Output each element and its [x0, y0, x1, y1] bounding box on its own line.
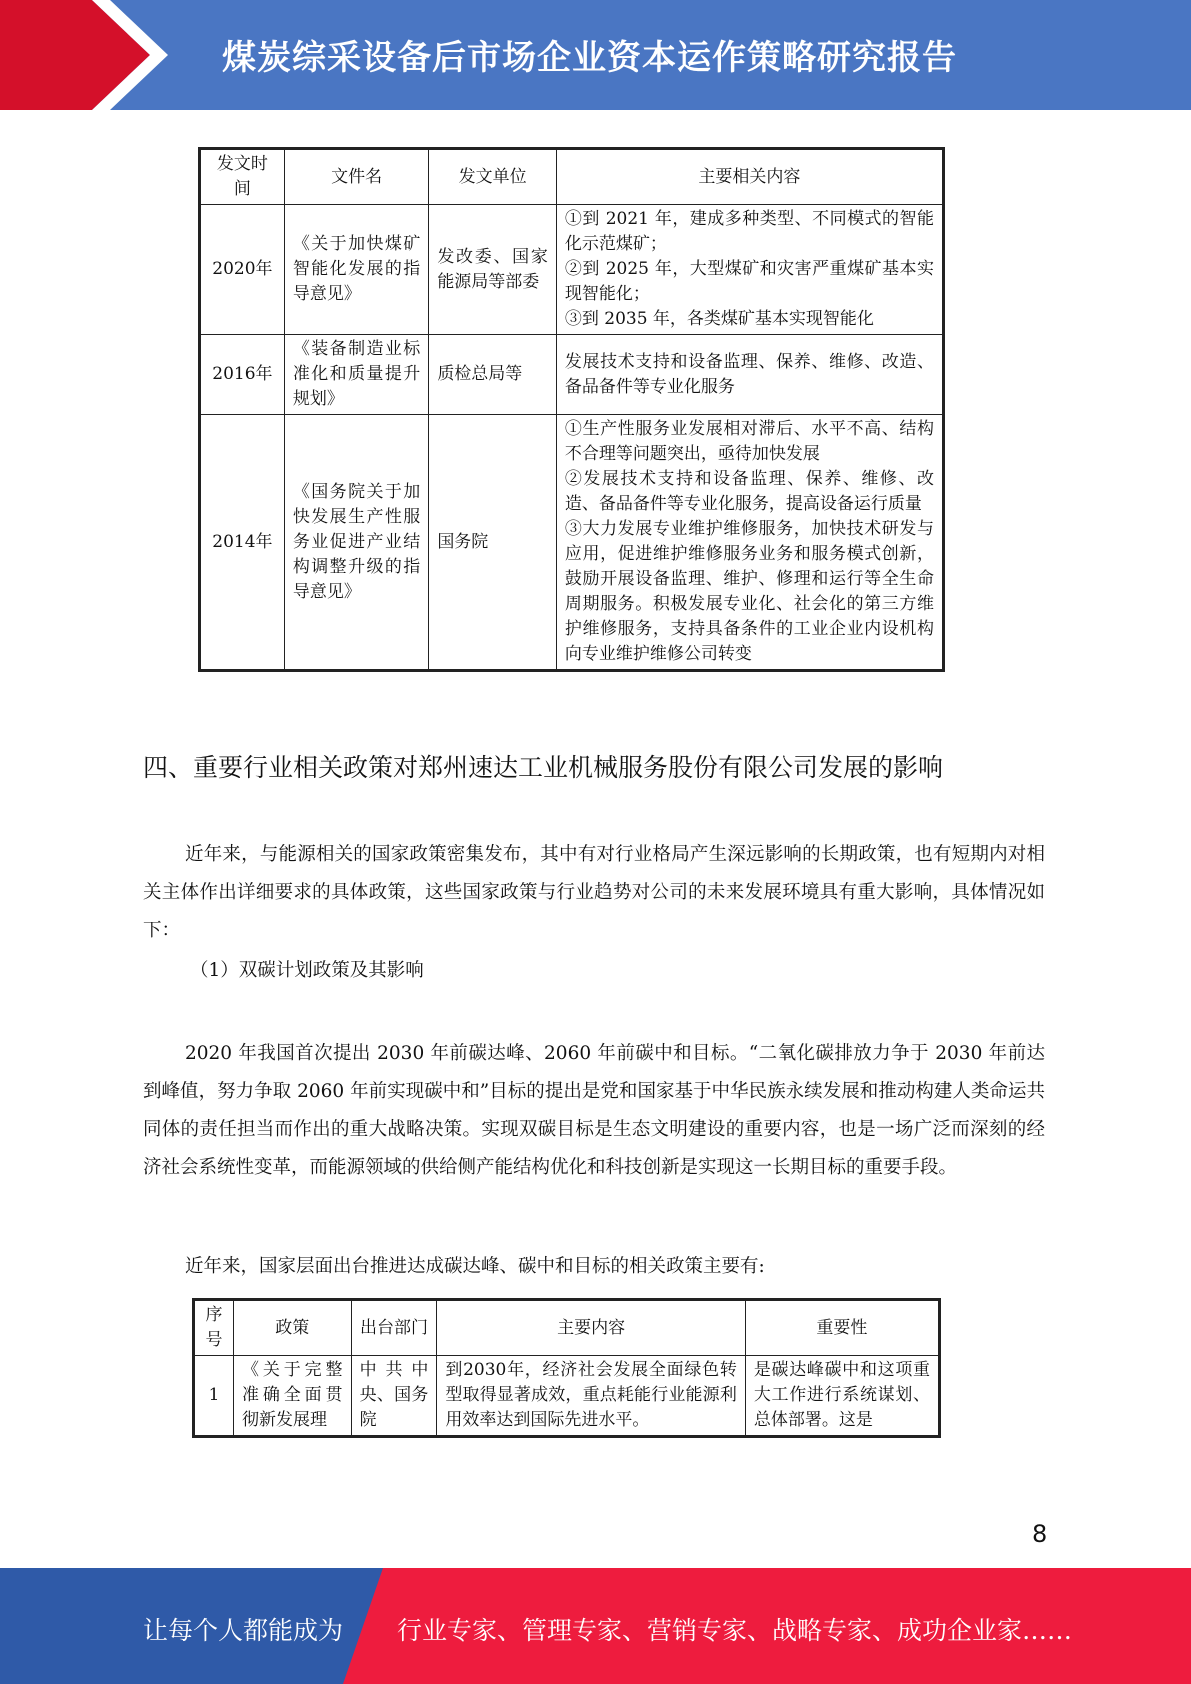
- header-policy: 政策: [233, 1300, 351, 1356]
- content-line: ②到 2025 年，大型煤矿和灾害严重煤矿基本实现智能化；: [564, 259, 934, 304]
- footer-slogan-left: 让每个人都能成为: [143, 1616, 344, 1645]
- header-name: 文件名: [284, 149, 428, 205]
- cell-content: [556, 205, 943, 335]
- content-line: ①生产性服务业发展相对滞后、水平不高、结构不合理等问题突出，亟待加快发展: [564, 419, 934, 464]
- cell-no: 1: [194, 1356, 234, 1437]
- cell-name: 《关于加快煤矿智能化发展的指导意见》: [284, 205, 428, 335]
- table-row: [200, 205, 944, 335]
- subheading: （1）双碳计划政策及其影响: [190, 960, 424, 981]
- content-line: ③大力发展专业维护维修服务，加快技术研发与应用，促进维护维修服务业务和服务模式创新，鼓励开展设备监理、维护、修理和运行等全生命周期服务。积极发展专业化、社会化的第三方维护维修服务，支持具备条件的工业企业内设机构向专业维护维修公司转变: [564, 519, 934, 664]
- header-dept: 出台部门: [351, 1300, 437, 1356]
- body-paragraph: 近年来，国家层面出台推进达成碳达峰、碳中和目标的相关政策主要有:: [185, 1255, 765, 1277]
- header-content: 主要相关内容: [556, 149, 943, 205]
- header-content: 主要内容: [437, 1300, 746, 1356]
- cell-content: [556, 415, 943, 671]
- cell-time: 2020年: [200, 205, 285, 335]
- table-row: [200, 335, 944, 415]
- cell-unit: 发改委、国家能源局等部委: [429, 205, 557, 335]
- content-line: ②发展技术支持和设备监理、保养、维修、改造、备品备件等专业化服务，提高设备运行质量: [564, 469, 934, 514]
- header-time: 发文时间: [200, 149, 285, 205]
- cell-name: 《装备制造业标准化和质量提升规划》: [284, 335, 428, 415]
- cell-content: [556, 335, 943, 415]
- header-importance: 重要性: [745, 1300, 939, 1356]
- table-row: [194, 1356, 940, 1437]
- page-number: 8: [1032, 1520, 1048, 1548]
- cell-unit: 国务院: [429, 415, 557, 671]
- page-footer: [0, 1568, 1191, 1684]
- section-heading: 四、重要行业相关政策对郑州速达工业机械服务股份有限公司发展的影响: [143, 753, 944, 782]
- report-title: 煤炭综采设备后市场企业资本运作策略研究报告: [222, 38, 957, 78]
- body-paragraph: 近年来，与能源相关的国家政策密集发布，其中有对行业格局产生深远影响的长期政策，也有短期内对相关主体作出详细要求的具体政策，这些国家政策与行业趋势对公司的未来发展环境具有重大影响，具体情况如下：: [143, 843, 1045, 941]
- policy-table-1: [198, 147, 945, 672]
- header-no: 序号: [194, 1300, 234, 1356]
- content-line: ①到 2021 年，建成多种类型、不同模式的智能化示范煤矿；: [564, 209, 934, 254]
- header-unit: 发文单位: [429, 149, 557, 205]
- cell-unit: 质检总局等: [429, 335, 557, 415]
- cell-dept: 中共中央、国务院: [351, 1356, 437, 1437]
- content-line: 发展技术支持和设备监理、保养、维修、改造、备品备件等专业化服务: [564, 351, 934, 397]
- page-header: [0, 0, 1191, 110]
- table-row: [200, 415, 944, 671]
- table-header-row: [194, 1300, 940, 1356]
- footer-slogan-right: 行业专家、管理专家、营销专家、战略专家、成功企业家……: [397, 1616, 1073, 1645]
- body-paragraph: 2020 年我国首次提出 2030 年前碳达峰、2060 年前碳中和目标。“二氧化碳排放力争于 2030 年前达到峰值，努力争取 2060 年前实现碳中和”目标的提出是党和国家基于中华民族永续发展和推动构建人类命运共同体的责任担当而作出的重大战略决策。实现双碳目标是生态文明建设的重要内容，也是一场广泛而深刻的经济社会系统性变革，而能源领域的供给侧产能结构优化和科技创新是实现这一长期目标的重要手段。: [143, 1042, 1045, 1178]
- policy-table-2: [192, 1298, 941, 1438]
- cell-content: 到2030年，经济社会发展全面绿色转型取得显著成效，重点耗能行业能源利用效率达到国际先进水平。: [437, 1356, 746, 1437]
- table-header-row: [200, 149, 944, 205]
- cell-importance: 是碳达峰碳中和这项重大工作进行系统谋划、总体部署。这是: [745, 1356, 939, 1437]
- cell-policy: 《关于完整准确全面贯彻新发展理: [233, 1356, 351, 1437]
- cell-time: 2014年: [200, 415, 285, 671]
- cell-time: 2016年: [200, 335, 285, 415]
- content-line: ③到 2035 年，各类煤矿基本实现智能化: [564, 309, 874, 329]
- cell-name: 《国务院关于加快发展生产性服务业促进产业结构调整升级的指导意见》: [284, 415, 428, 671]
